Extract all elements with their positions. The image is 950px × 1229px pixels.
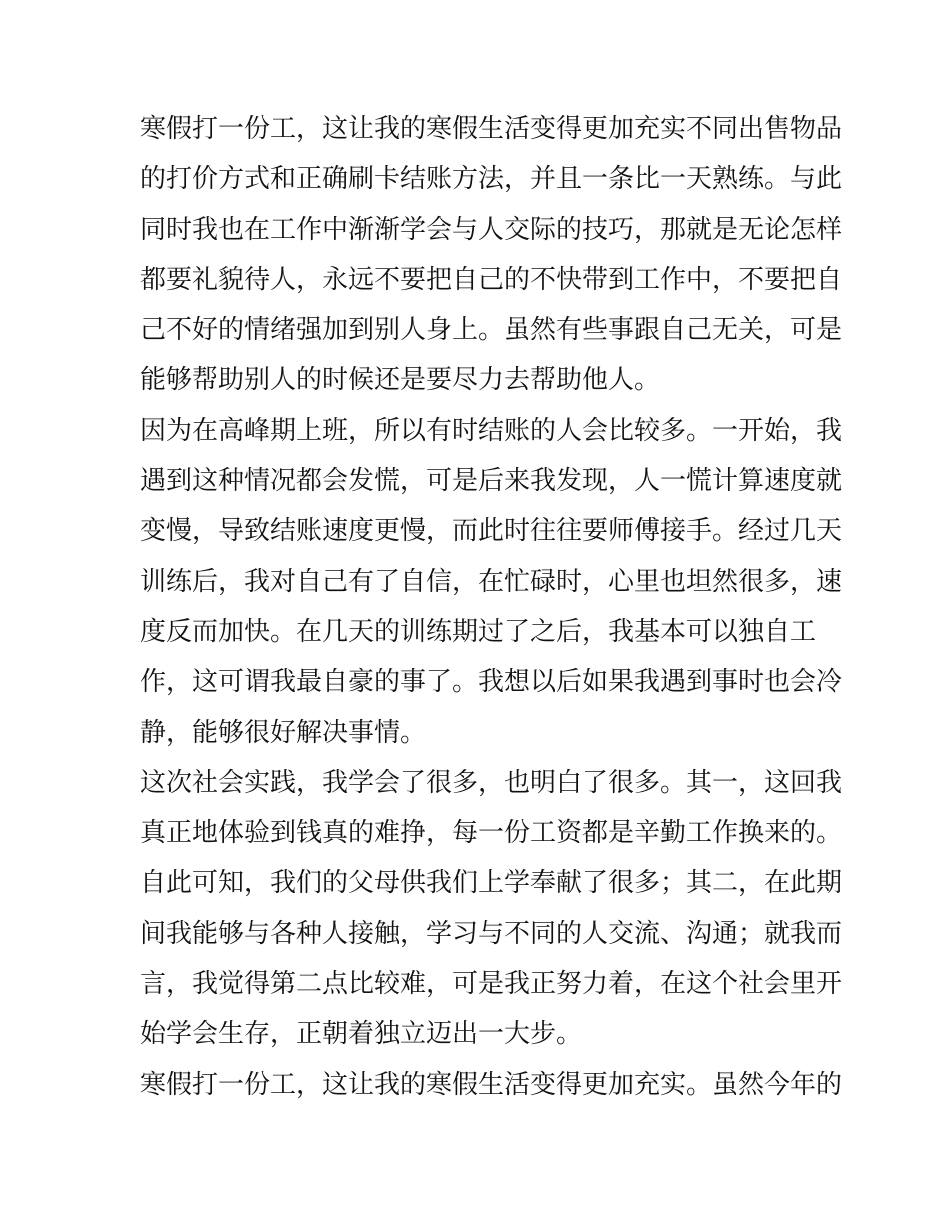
- text-line: 训练后，我对自己有了自信，在忙碌时，心里也坦然很多，速: [140, 566, 843, 597]
- text-line: 度反而加快。在几天的训练期过了之后，我基本可以独自工: [140, 616, 817, 647]
- text-line: 都要礼貌待人，永远不要把自己的不快带到工作中，不要把自: [140, 264, 843, 295]
- text-line: 遇到这种情况都会发慌，可是后来我发现，人一慌计算速度就: [140, 466, 843, 497]
- text-line: 变慢，导致结账速度更慢，而此时往往要师傅接手。经过几天: [140, 516, 843, 547]
- text-line: 这次社会实践，我学会了很多，也明白了很多。其一，这回我: [140, 767, 843, 798]
- text-line: 因为在高峰期上班，所以有时结账的人会比较多。一开始，我: [140, 415, 843, 446]
- text-line: 己不好的情绪强加到别人身上。虽然有些事跟自己无关，可是: [140, 315, 843, 346]
- text-line: 始学会生存，正朝着独立迈出一大步。: [140, 1019, 583, 1050]
- text-line: 间我能够与各种人接触，学习与不同的人交流、沟通；就我而: [140, 918, 843, 949]
- text-line: 作，这可谓我最自豪的事了。我想以后如果我遇到事时也会冷: [140, 667, 843, 698]
- text-line: 能够帮助别人的时候还是要尽力去帮助他人。: [140, 365, 661, 396]
- text-line: 同时我也在工作中渐渐学会与人交际的技巧，那就是无论怎样: [140, 214, 843, 245]
- text-line: 言，我觉得第二点比较难，可是我正努力着，在这个社会里开: [140, 969, 843, 1000]
- text-line: 的打价方式和正确刷卡结账方法，并且一条比一天熟练。与此: [140, 164, 843, 195]
- text-line: 真正地体验到钱真的难挣，每一份工资都是辛勤工作换来的。: [140, 818, 843, 849]
- text-line: 静，能够很好解决事情。: [140, 717, 427, 748]
- text-line: 寒假打一份工，这让我的寒假生活变得更加充实。虽然今年的: [140, 1069, 843, 1100]
- text-line: 自此可知，我们的父母供我们上学奉献了很多；其二，在此期: [140, 868, 843, 899]
- document-body: [140, 104, 843, 1110]
- text-line: 寒假打一份工，这让我的寒假生活变得更加充实不同出售物品: [140, 114, 843, 144]
